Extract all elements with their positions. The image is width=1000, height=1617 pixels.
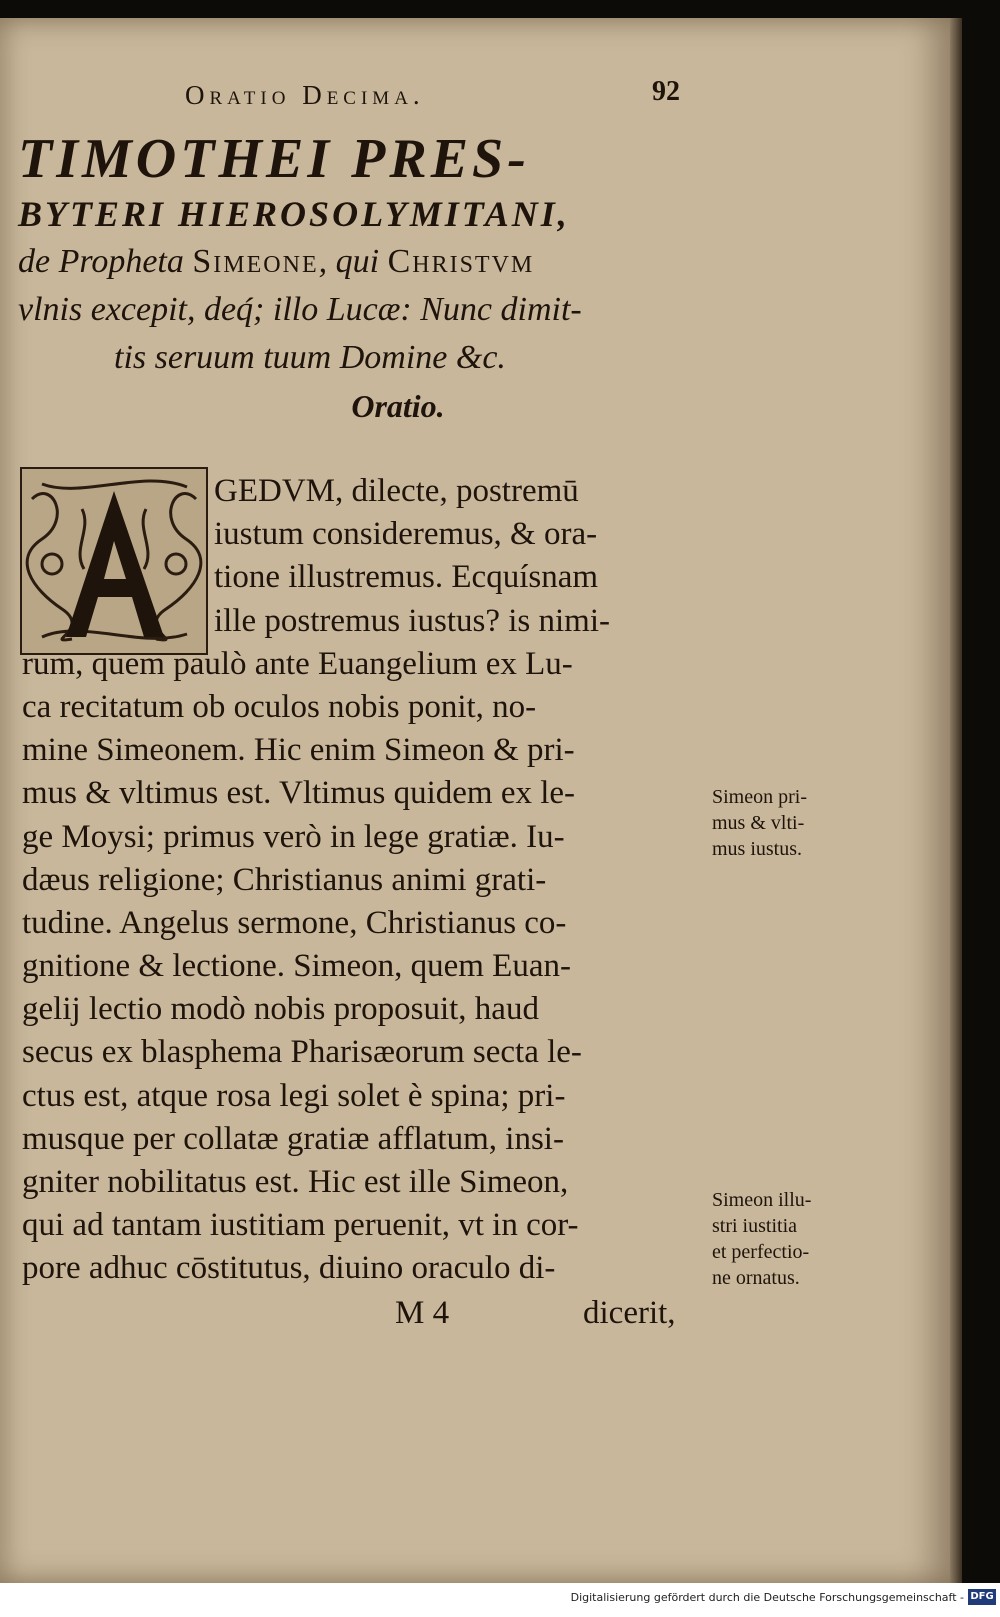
margin-note-line: stri iustitia <box>712 1215 797 1237</box>
title-line-1: TIMOTHEI PRES- <box>18 128 530 190</box>
text-line: mine Simeonem. Hic enim Simeon & pri- <box>22 732 575 769</box>
dfg-logo-icon: DFG <box>968 1589 996 1605</box>
title-line-3 <box>18 238 698 286</box>
signature-mark: M 4 <box>395 1295 450 1331</box>
title-simeone: Simeone <box>192 243 319 280</box>
margin-note-1 <box>712 784 862 862</box>
margin-note-line: ne ornatus. <box>712 1267 800 1289</box>
folio-number: 92 <box>652 76 680 107</box>
funding-credit: Digitalisierung gefördert durch die Deutsche Forschungsgemeinschaft - <box>570 1591 964 1604</box>
running-title: Oratio Decima. <box>185 80 425 110</box>
text-line: dæus religione; Christianus animi grati- <box>22 861 547 898</box>
title-christvm: Christvm <box>387 243 535 280</box>
margin-note-line: Simeon illu- <box>712 1189 812 1211</box>
page-edge <box>950 18 962 1583</box>
title-line-2: BYTERI HIEROSOLYMITANI, <box>18 194 570 234</box>
title-line-3c: , qui <box>318 243 388 280</box>
margin-note-line: mus iustus. <box>712 838 803 860</box>
oration-body <box>22 470 712 1291</box>
text-line: rum, quem paulò ante Euangelium ex Lu- <box>22 645 573 682</box>
text-line: ille postremus iustus? is nimi- <box>214 602 610 639</box>
text-line: qui ad tantam iustitiam peruenit, vt in cor- <box>22 1207 579 1244</box>
text-line: ge Moysi; primus verò in lege gratiæ. Iu- <box>22 818 565 855</box>
text-line: gniter nobilitatus est. Hic est ille Simeon, <box>22 1164 569 1200</box>
title-line-5: tis seruum tuum Domine &c. <box>114 339 506 376</box>
catchword: dicerit, <box>583 1295 676 1331</box>
margin-note-2 <box>712 1187 862 1291</box>
margin-note-line: Simeon pri- <box>712 786 807 808</box>
digitization-footer <box>0 1583 1000 1617</box>
title-oratio: Oratio. <box>351 388 445 424</box>
text-line: ca recitatum ob oculos nobis ponit, no- <box>22 688 537 725</box>
text-line: GEDVM, dilecte, postremū <box>214 473 579 509</box>
text-line: secus ex blasphema Pharisæorum secta le- <box>22 1034 582 1071</box>
text-line: ctus est, atque rosa legi solet è spina; pri- <box>22 1077 566 1114</box>
text-line: gnitione & lectione. Simeon, quem Euan- <box>22 948 571 985</box>
text-line: pore adhuc cōstitutus, diuino oraculo di- <box>22 1250 556 1287</box>
title-line-3a: de Propheta <box>18 243 193 280</box>
text-line: iustum consideremus, & ora- <box>214 516 598 553</box>
text-line: gelij lectio modò nobis proposuit, haud <box>22 991 539 1028</box>
margin-note-line: et perfectio- <box>712 1241 810 1263</box>
text-line: tione illustremus. Ecquísnam <box>214 559 599 596</box>
text-line: tudine. Angelus sermone, Christianus co- <box>22 904 567 941</box>
title-line-4: vlnis excepit, deq́; illo Lucæ: Nunc dimit- <box>18 291 582 328</box>
margin-note-line: mus & vlti- <box>712 812 805 834</box>
oration-title <box>18 128 698 430</box>
text-line: musque per collatæ gratiæ afflatum, insi- <box>22 1120 564 1157</box>
text-line: mus & vltimus est. Vltimus quidem ex le- <box>22 775 576 812</box>
